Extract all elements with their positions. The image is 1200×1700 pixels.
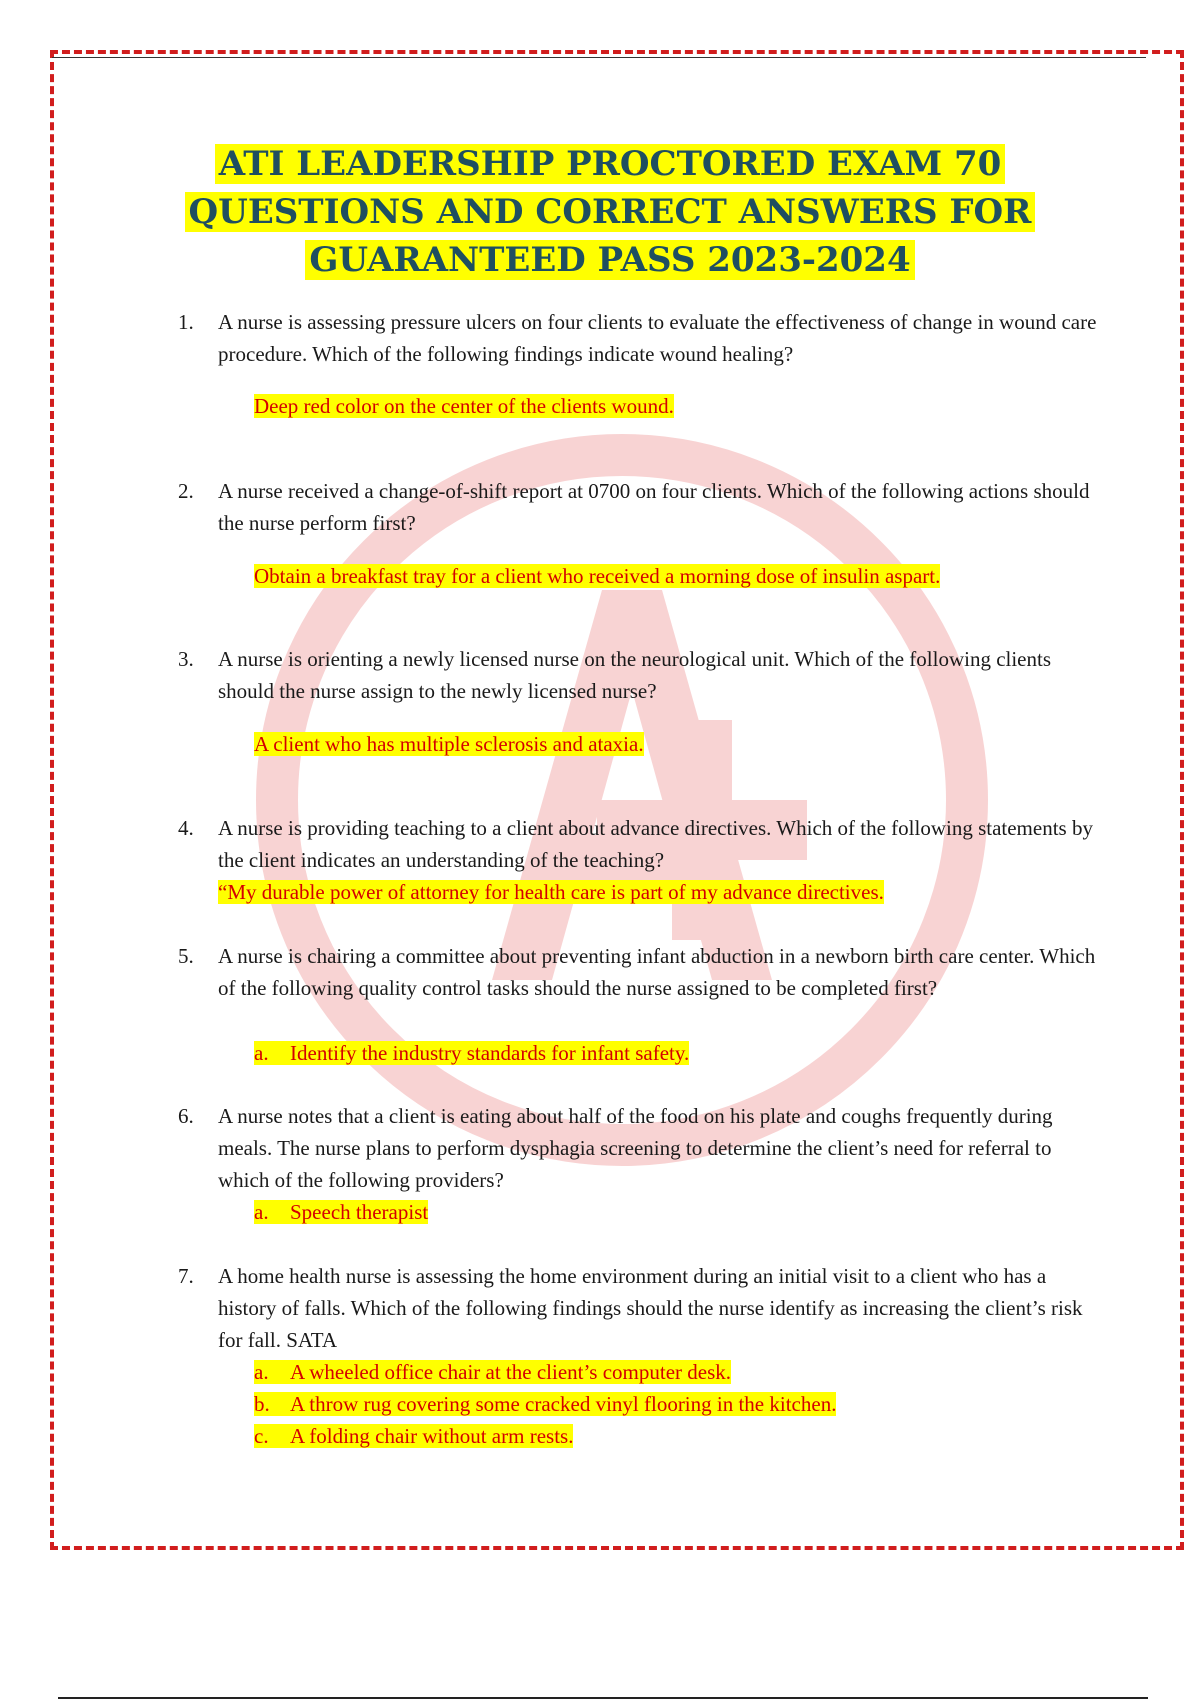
option-letter: b.	[254, 1392, 270, 1416]
answer-text: Identify the industry standards for infant safety.	[290, 1041, 690, 1065]
question-number: 1.	[178, 310, 194, 334]
answer-1	[254, 390, 674, 422]
option-letter: a.	[254, 1200, 269, 1224]
title-line: ATI LEADERSHIP PROCTORED EXAM 70	[215, 144, 1006, 184]
answer-text: A wheeled office chair at the client’s computer desk.	[290, 1360, 732, 1384]
answer-7a	[254, 1356, 731, 1388]
question-6	[178, 1100, 1098, 1196]
question-number: 7.	[178, 1264, 194, 1288]
answer-6a	[254, 1196, 428, 1228]
question-3	[178, 643, 1098, 707]
question-text: A nurse notes that a client is eating about half of the food on his plate and coughs frequently during meals. The nurse plans to perform dysphagia screening to determine the client’s need for referral to which of the following providers?	[218, 1104, 1053, 1192]
question-number: 6.	[178, 1104, 194, 1128]
answer-7b	[254, 1388, 836, 1420]
question-text: A nurse is providing teaching to a client about advance directives. Which of the following statements by the client indicates an understanding of the teaching?	[218, 816, 1093, 872]
question-text: A nurse is chairing a committee about preventing infant abduction in a newborn birth care center. Which of the following quality control tasks should the nurse assigned to be completed first?	[218, 944, 1096, 1000]
answer-text: Deep red color on the center of the clients wound.	[254, 394, 674, 418]
question-number: 4.	[178, 816, 194, 840]
title-line: QUESTIONS AND CORRECT ANSWERS FOR	[185, 192, 1036, 232]
answer-text: “My durable power of attorney for health care is part of my advance directives.	[218, 880, 884, 904]
question-text: A nurse received a change-of-shift report at 0700 on four clients. Which of the following actions should the nurse perform first?	[218, 479, 1090, 535]
option-letter: c.	[254, 1424, 269, 1448]
answer-4	[218, 876, 884, 908]
question-4	[178, 812, 1098, 876]
top-rule	[52, 57, 1146, 58]
question-text: A home health nurse is assessing the home environment during an initial visit to a client who has a history of falls. Which of the following findings should the nurse identify as increasing the client’s risk for fall. SATA	[218, 1264, 1083, 1352]
question-2	[178, 475, 1098, 539]
answer-5a	[254, 1037, 689, 1069]
answer-text: A folding chair without arm rests.	[290, 1424, 574, 1448]
document-title	[160, 140, 1060, 284]
question-number: 3.	[178, 647, 194, 671]
question-1	[178, 306, 1098, 370]
bottom-rule	[58, 1697, 1148, 1699]
answer-2	[254, 560, 940, 592]
option-letter: a.	[254, 1041, 269, 1065]
question-number: 2.	[178, 479, 194, 503]
answer-7c	[254, 1420, 573, 1452]
option-letter: a.	[254, 1360, 269, 1384]
answer-text: A client who has multiple sclerosis and ataxia.	[254, 732, 644, 756]
question-text: A nurse is orienting a newly licensed nurse on the neurological unit. Which of the following clients should the nurse assign to the newly licensed nurse?	[218, 647, 1052, 703]
question-text: A nurse is assessing pressure ulcers on four clients to evaluate the effectiveness of change in wound care procedure. Which of the following findings indicate wound healing?	[218, 310, 1097, 366]
title-line: GUARANTEED PASS 2023-2024	[305, 240, 914, 280]
answer-text: A throw rug covering some cracked vinyl flooring in the kitchen.	[290, 1392, 837, 1416]
question-5	[178, 940, 1098, 1004]
question-number: 5.	[178, 944, 194, 968]
question-7	[178, 1260, 1098, 1356]
answer-text: Speech therapist	[290, 1200, 429, 1224]
answer-text: Obtain a breakfast tray for a client who received a morning dose of insulin aspart.	[254, 564, 941, 588]
answer-3	[254, 728, 644, 760]
